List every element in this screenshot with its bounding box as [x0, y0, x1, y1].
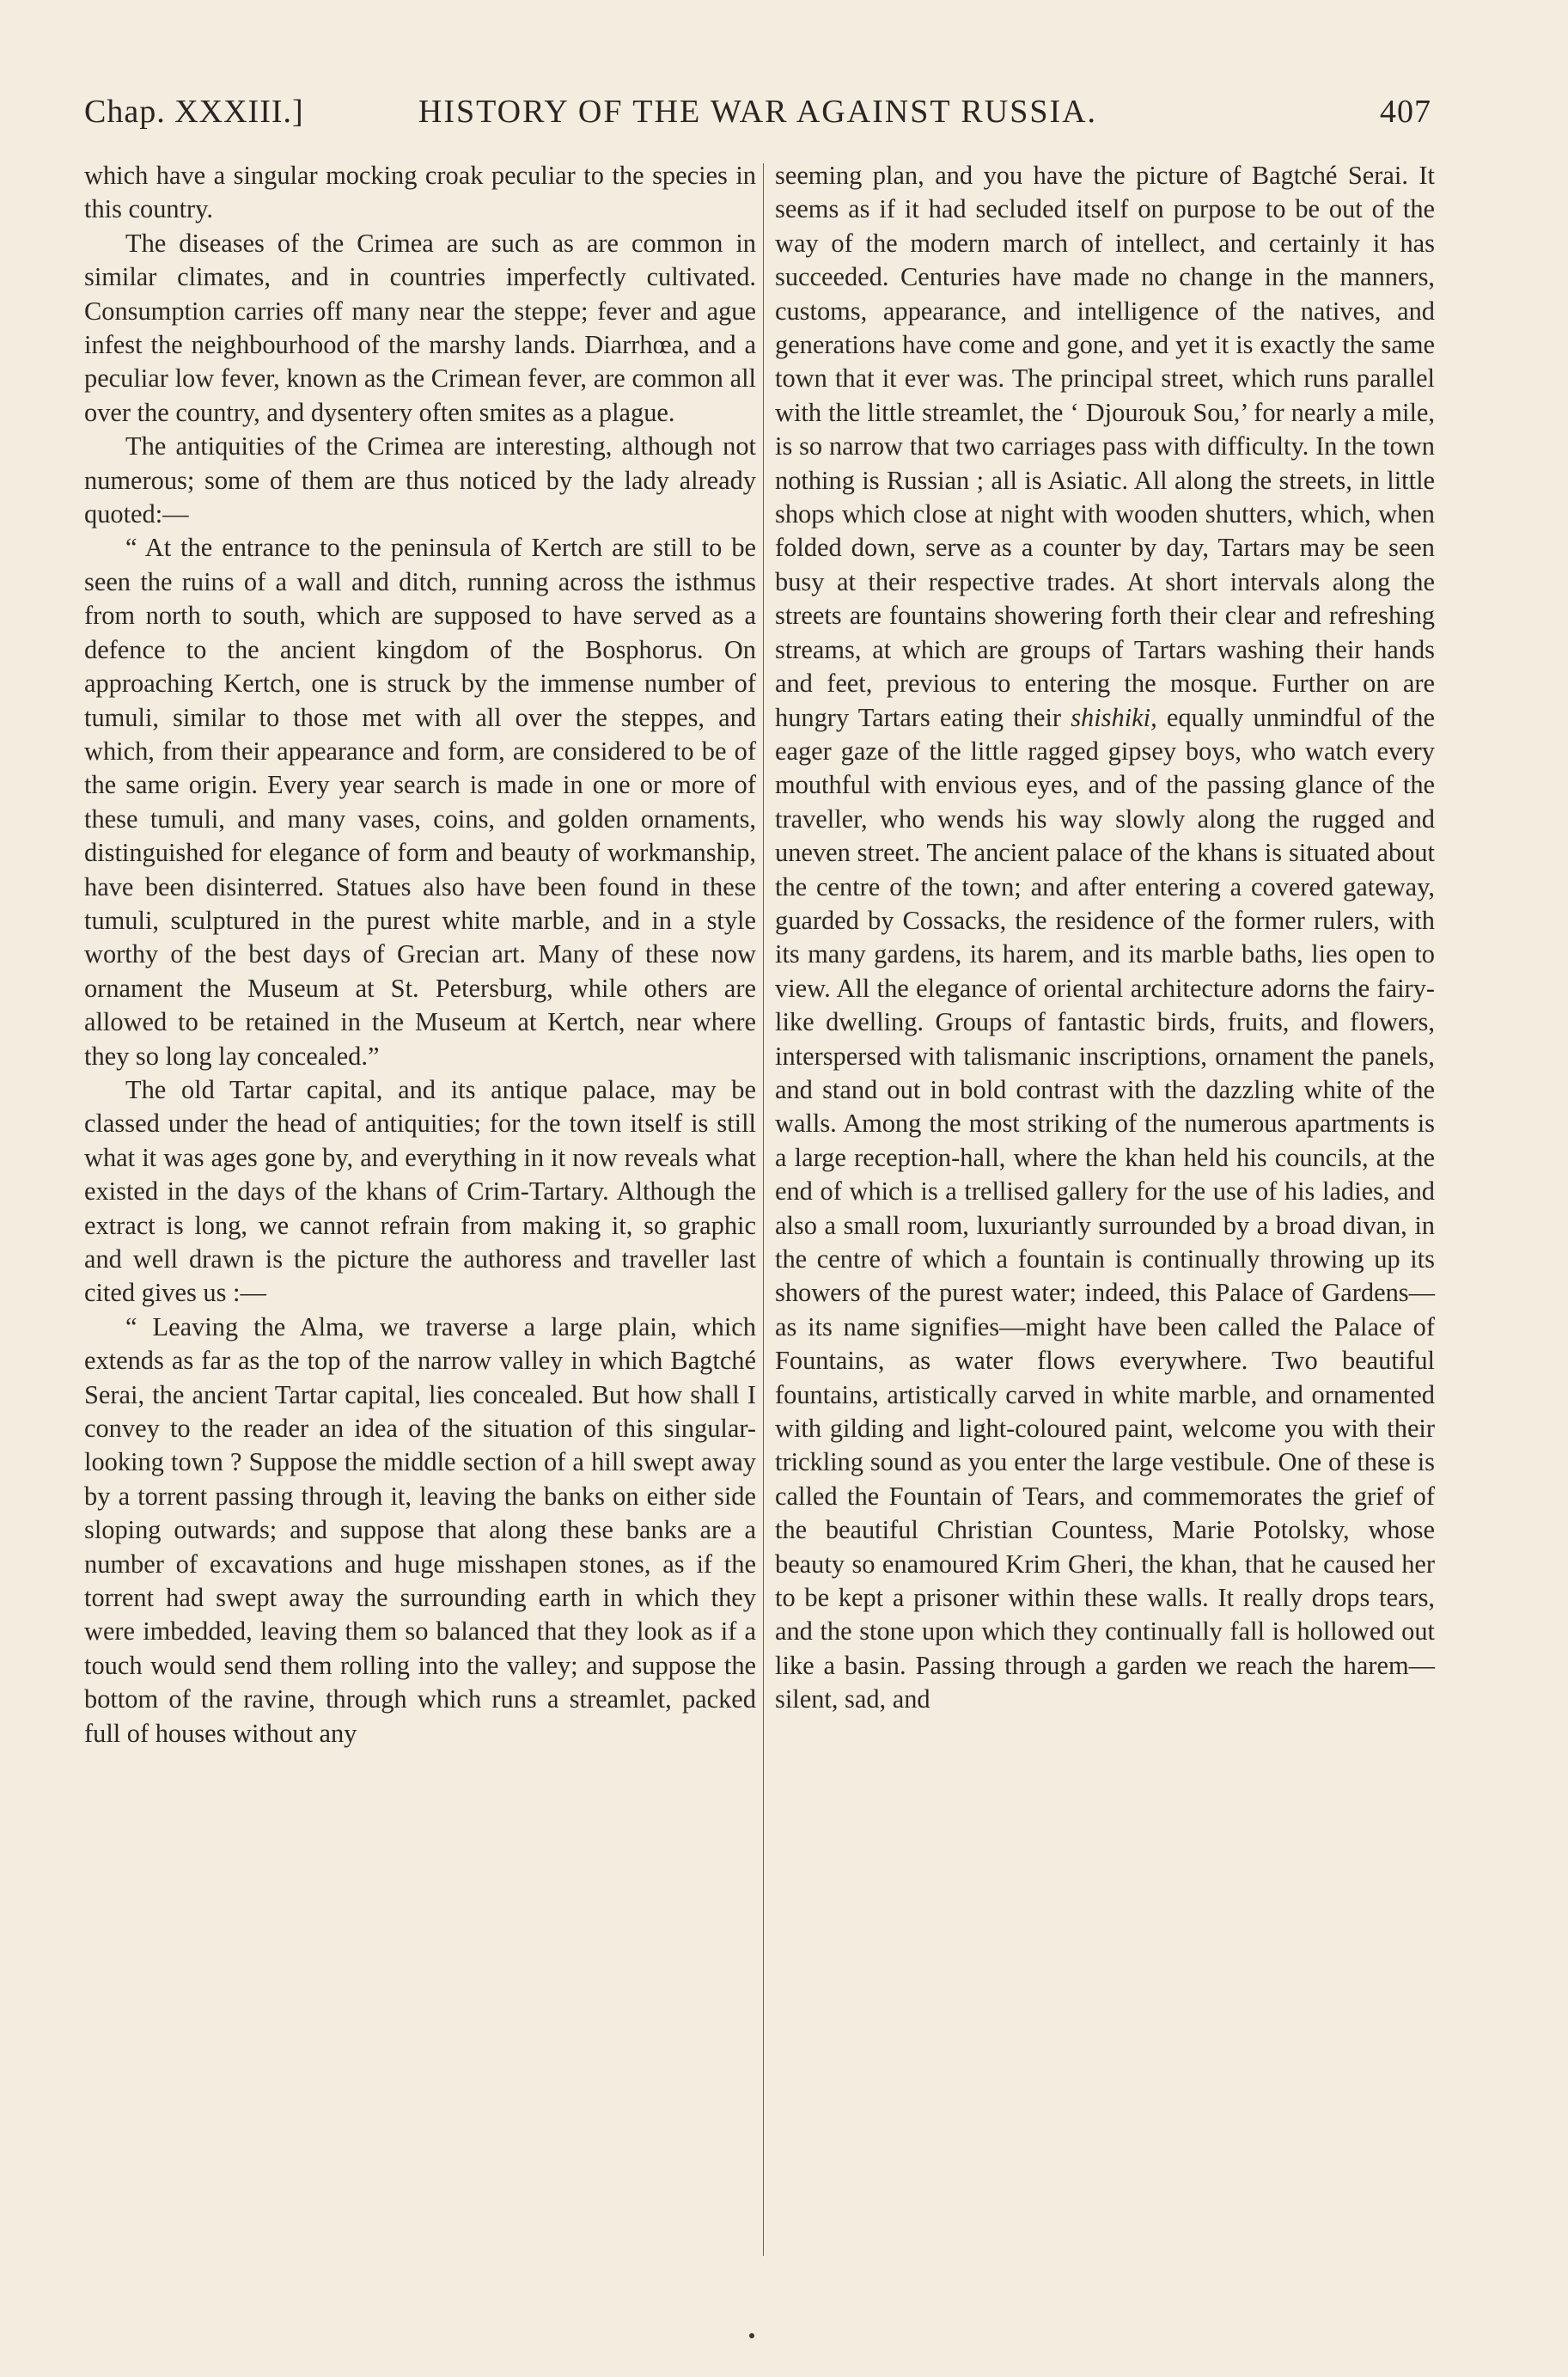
paragraph: The old Tartar capital, and its antique palace, may be classed under the head of antiquities; for the town itself is still what it was ages gone by, and everything in it now reveals what existed in the days of the khans of Crim-Tartary. Although the extract is long, we cannot refrain from making it, so graphic and well drawn is the picture the authoress and traveller last cited gives us :—: [84, 1074, 756, 1308]
italic-term: shishiki,: [1071, 702, 1157, 732]
quotation-paragraph: “ Leaving the Alma, we traverse a large plain, which extends as far as the top of the narrow valley in which Bagtché Serai, the ancient Tartar capital, lies concealed. But how shall I convey to the reader an idea of the situation of this singular-looking town ? Suppose the middle section of a hill swept away by a torrent passing through it, leaving the banks on either side sloping outwards; and suppose that along these banks are a number of excavations and huge misshapen stones, as if the torrent had swept away the surrounding earth in which they were imbedded, leaving them so balanced that they look as if a touch would send them rolling into the valley; and suppose the bottom of the ravine, through which runs a streamlet, packed full of houses without any: [84, 1311, 756, 1748]
paragraph: which have a singular mocking croak peculiar to the species in this country.: [84, 161, 756, 224]
paragraph-text: seeming plan, and you have the picture of Bagtché Serai. It seems as if it had secluded itself on purpose to be out of the way of the modern march of intellect, and certainly it has succeeded. Centuries have made no change in the manners, customs, appearance, and intelligence of the natives, and generations have come and gone, and yet it is exactly the same town that it ever was. The principal street, which runs parallel with the little streamlet, the ‘ Djourouk Sou,’ for nearly a mile, is so narrow that two carriages pass with difficulty. In the town nothing is Russian ; all is Asiatic. All along the streets, in little shops which close at night with wooden shutters, which, when folded down, serve as a counter by day, Tartars may be seen busy at their respective trades. At short intervals along the streets are fountains showering forth their clear and refreshing streams, at which are groups of Tartars washing their hands and feet, previous to entering the mosque. Further on are hungry Tartars eating their: [775, 161, 1435, 732]
chapter-label: Chap. XXXIII.]: [84, 94, 304, 130]
paragraph: The antiquities of the Crimea are interesting, although not numerous; some of them are thus noticed by the lady already quoted:—: [84, 431, 756, 529]
footer-mark: [749, 2333, 754, 2338]
paragraph: The diseases of the Crimea are such as are common in similar climates, and in countries imperfectly cultivated. Consumption carries off many near the steppe; fever and ague infest the neighbourhood of the marshy lands. Diarrhœa, and a peculiar low fever, known as the Crimean fever, are common all over the country, and dysentery often smites as a plague.: [84, 228, 756, 427]
running-header: [84, 93, 1431, 144]
paragraph: [775, 159, 1435, 1717]
right-column: [775, 159, 1435, 1717]
left-column: [84, 159, 756, 1751]
quotation-paragraph: “ At the entrance to the peninsula of Kertch are still to be seen the ruins of a wall and ditch, running across the isthmus from north to south, which are supposed to have served as a defence to the ancient kingdom of the Bosphorus. On approaching Kertch, one is struck by the immense number of tumuli, similar to those met with all over the steppes, and which, from their appearance and form, are considered to be of the same origin. Every year search is made in one or more of these tumuli, and many vases, coins, and golden ornaments, distinguished for elegance of form and beauty of workmanship, have been disinterred. Statues also have been found in these tumuli, sculptured in the purest white marble, and in a style worthy of the best days of Grecian art. Many of these now ornament the Museum at St. Petersburg, while others are allowed to be retained in the Museum at Kertch, near where they so long lay concealed.”: [84, 533, 756, 1071]
page-title: HISTORY OF THE WAR AGAINST RUSSIA.: [418, 94, 1098, 130]
page-number: 407: [1380, 94, 1431, 130]
paragraph-text: equally unmindful of the eager gaze of the little ragged gipsey boys, who watch every mouthful with envious eyes, and of the passing glance of the traveller, who wends his way slowly along the rugged and uneven street. The ancient palace of the khans is situated about the centre of the town; and after entering a covered gateway, guarded by Cossacks, the residence of the former rulers, with its many gardens, its harem, and its marble baths, lies open to view. All the elegance of oriental architecture adorns the fairy-like dwelling. Groups of fantastic birds, fruits, and flowers, interspersed with talismanic inscriptions, ornament the panels, and stand out in bold contrast with the dazzling white of the walls. Among the most striking of the numerous apartments is a large reception-hall, where the khan held his councils, at the end of which is a trellised gallery for the use of his ladies, and also a small room, luxuriantly surrounded by a broad divan, in the centre of which a fountain is continually throwing up its showers of the purest water; indeed, this Palace of Gardens—as its name signifies—might have been called the Palace of Fountains, as water flows everywhere. Two beautiful fountains, artistically carved in white marble, and ornamented with gilding and light-coloured paint, welcome you with their trickling sound as you enter the large vestibule. One of these is called the Fountain of Tears, and commemorates the grief of the beautiful Christian Countess, Marie Potolsky, whose beauty so enamoured Krim Gheri, the khan, that he caused her to be kept a prisoner within these walls. It really drops tears, and the stone upon which they continually fall is hollowed out like a basin. Passing through a garden we reach the harem—silent, sad, and: [775, 702, 1435, 1714]
column-divider: [763, 163, 764, 2256]
